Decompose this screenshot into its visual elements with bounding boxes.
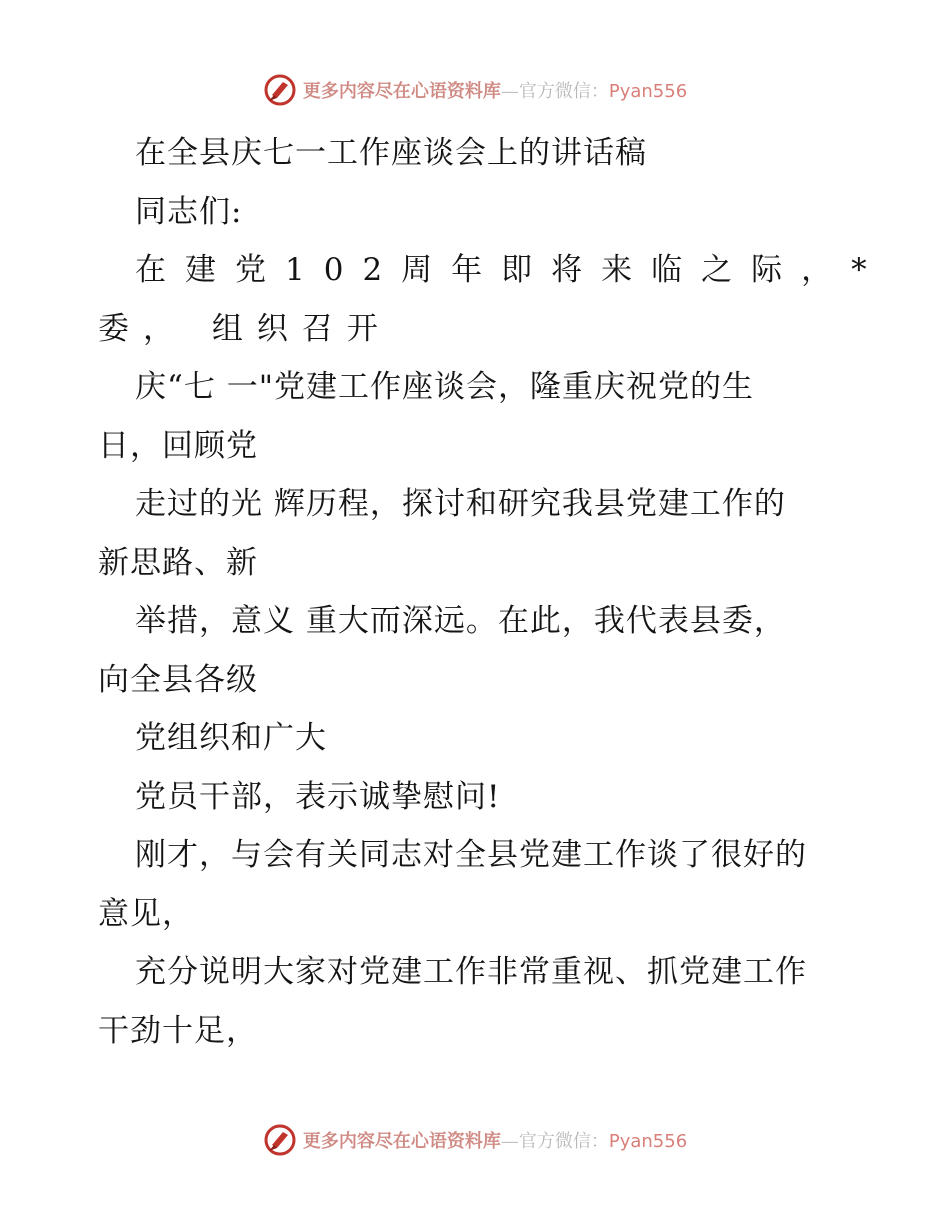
watermark-dash: — bbox=[500, 81, 519, 102]
watermark-brand: 更多内容尽在心语资料库 bbox=[302, 1131, 501, 1152]
paragraph-line: 意见， bbox=[98, 895, 194, 932]
paragraph-line: 党组织和广大 bbox=[135, 720, 327, 756]
paragraph-line: 委， 组织召开 bbox=[98, 310, 392, 347]
salutation: 同志们: bbox=[135, 193, 243, 230]
watermark-dash: — bbox=[500, 1131, 519, 1152]
paragraph-line: 党员干部，表示诚挚慰问! bbox=[135, 778, 501, 815]
watermark-wechat-id: Pyan556 bbox=[608, 81, 688, 102]
paragraph-line: 刚才，与会有关同志对全县党建工作谈了很好的 bbox=[135, 837, 807, 873]
paragraph-line: 充分说明大家对党建工作非常重视、抓党建工作 bbox=[135, 954, 807, 990]
header-watermark bbox=[0, 72, 950, 108]
paragraph-line: 向全县各级 bbox=[98, 661, 258, 698]
paragraph-line: 新思路、新 bbox=[98, 544, 258, 581]
document-body bbox=[98, 124, 886, 1060]
footer-watermark bbox=[0, 1122, 950, 1158]
paragraph-line: 在建党102周年即将来临之际，* bbox=[135, 252, 886, 288]
watermark-text bbox=[303, 1127, 687, 1153]
watermark-wechat-id: Pyan556 bbox=[608, 1131, 688, 1152]
paragraph-line: 举措，意义 重大而深远。在此，我代表县委， bbox=[135, 603, 786, 639]
paragraph-line: 干劲十足， bbox=[98, 1012, 258, 1049]
watermark-wechat-label: 官方微信： bbox=[518, 81, 609, 102]
paragraph-line: 日，回顾党 bbox=[98, 427, 258, 464]
brand-logo-icon bbox=[263, 73, 297, 107]
brand-logo-icon bbox=[263, 1123, 297, 1157]
watermark-wechat-label: 官方微信： bbox=[518, 1131, 609, 1152]
watermark-text bbox=[303, 77, 687, 103]
paragraph-line: 走过的光 辉历程，探讨和研究我县党建工作的 bbox=[135, 486, 786, 522]
paragraph-line: 庆“七 一"党建工作座谈会，隆重庆祝党的生 bbox=[135, 369, 754, 405]
document-title: 在全县庆七一工作座谈会上的讲话稿 bbox=[135, 135, 647, 171]
watermark-brand: 更多内容尽在心语资料库 bbox=[302, 81, 501, 102]
